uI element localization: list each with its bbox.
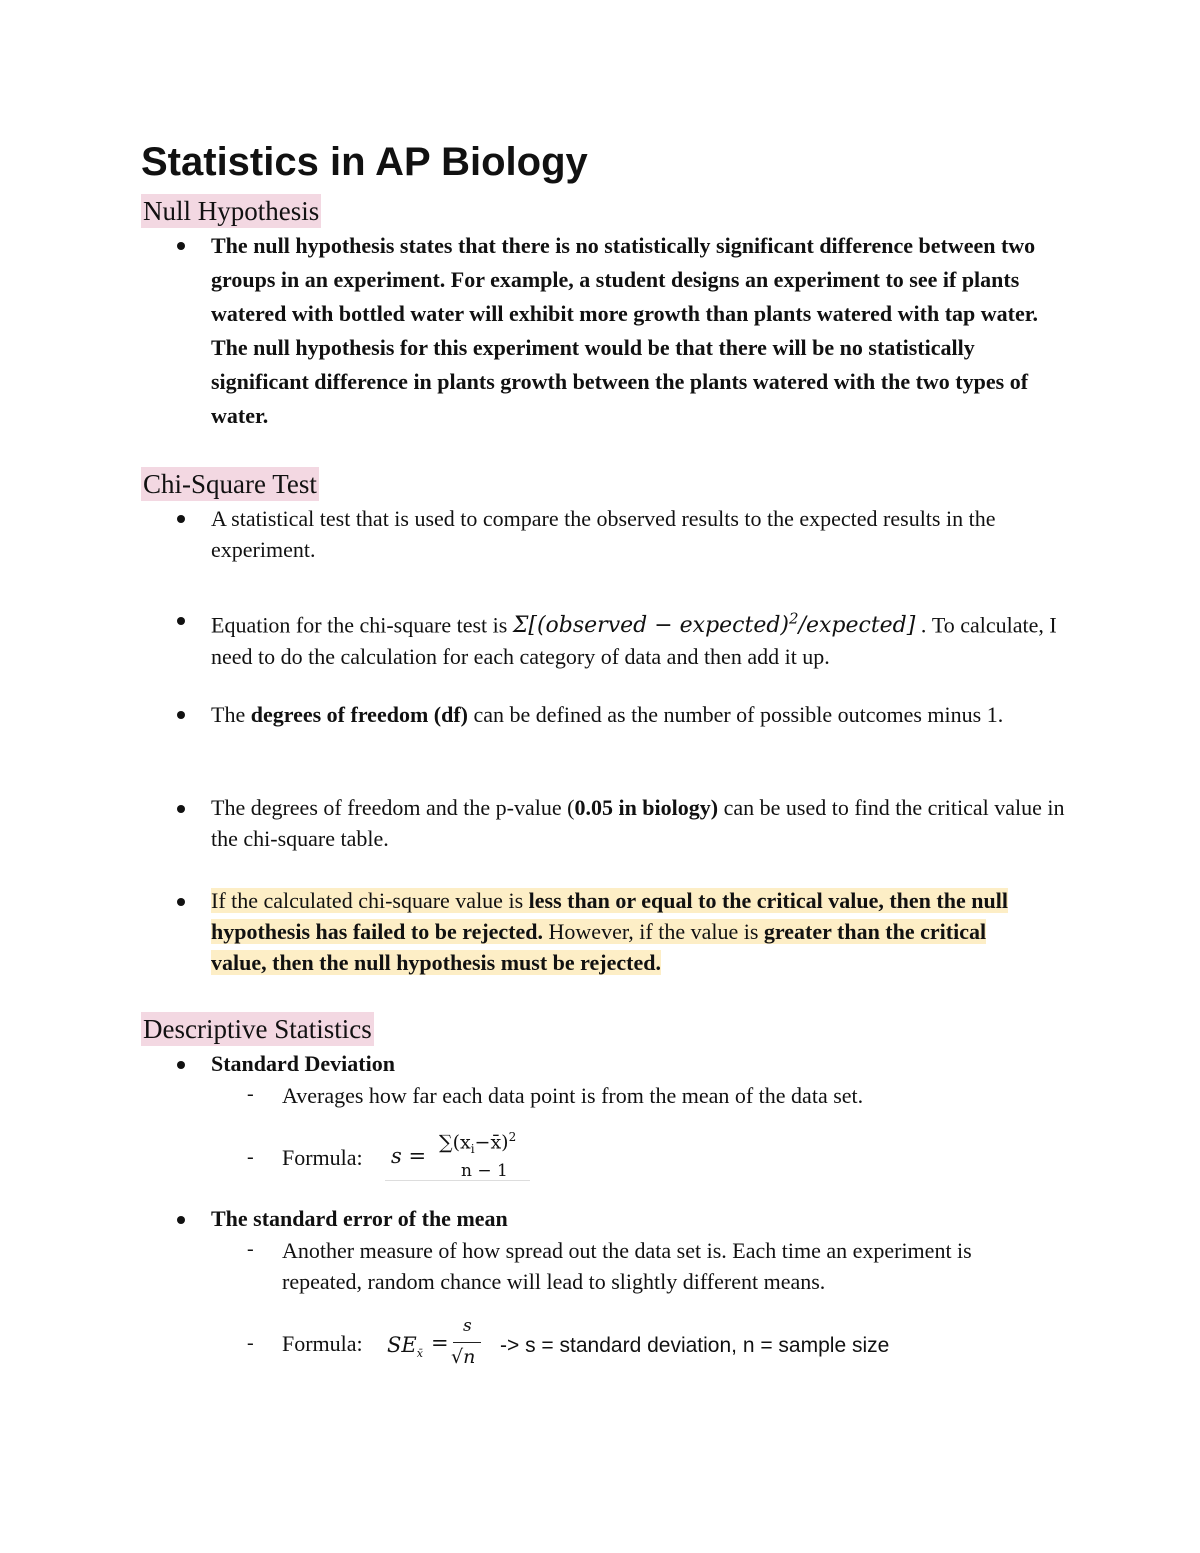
standard-error-description: Another measure of how spread out the data set is. Each time an experiment is repeated, random chance will lead to slightly different means.: [282, 1238, 972, 1294]
formula-numerator: [439, 1130, 516, 1156]
text-run: The: [211, 702, 251, 727]
chi-bullet-degrees-of-freedom: [211, 699, 1071, 730]
standard-error-formula-label: Formula:: [282, 1331, 363, 1356]
heading-descriptive-statistics: Descriptive Statistics: [143, 1014, 372, 1044]
standard-deviation-title: Standard Deviation: [211, 1051, 395, 1076]
chi-bullet-decision-rule: [211, 885, 1041, 978]
text-run: The degrees of freedom and the p-value (: [211, 795, 575, 820]
term-p-value: 0.05 in biology): [574, 795, 719, 820]
dash-marker: -: [247, 1332, 254, 1354]
formula-underline: [385, 1180, 530, 1181]
formula-lhs: s =: [391, 1144, 427, 1168]
text-run: states that there is no statistically significant difference between two groups in an experiment. For example, a student designs an experiment to see if plants watered with bottled water will exhibit more growth than plants watered with tap water. The null hypothesis for this experiment would be that there will be no statistically significant difference in plants growth between the plants watered with the two types of water.: [211, 233, 1038, 428]
dash-marker: -: [247, 1238, 254, 1260]
formula-lhs: [387, 1333, 423, 1360]
chi-bullet-p-value: [211, 792, 1071, 854]
text-run: Equation for the chi-square test is: [211, 612, 513, 638]
text-run: The: [211, 233, 254, 258]
chi-square-equation: [512, 610, 916, 639]
standard-error-formula: [385, 1318, 495, 1378]
lhs-subscript: x̄: [416, 1347, 423, 1361]
bullet-dot: [177, 898, 185, 906]
fraction-bar: [453, 1342, 481, 1343]
term-null-hypothesis: null hypothesis: [253, 233, 395, 258]
standard-deviation-formula: [385, 1128, 530, 1184]
formula-numerator: s: [463, 1316, 472, 1336]
text-run: can be defined as the number of possible outcomes minus 1.: [468, 702, 1004, 727]
heading-chi-square-test: Chi-Square Test: [143, 469, 317, 499]
term-degrees-of-freedom: degrees of freedom (df): [250, 702, 468, 727]
null-hypothesis-paragraph: [211, 229, 1066, 433]
equation-part: /expected]: [798, 613, 916, 639]
formula-denominator: n − 1: [461, 1161, 508, 1181]
bullet-dot: [177, 805, 185, 813]
rule-fail-to-reject: less than or equal to the critical value, then the null hypothesis has failed to be rejected.: [211, 888, 1008, 944]
text-run: If the calculated chi-square value is: [211, 888, 529, 913]
standard-deviation-description: Averages how far each data point is from the mean of the data set.: [282, 1083, 864, 1108]
rule-reject: greater than the critical value, then the null hypothesis must be rejected.: [211, 919, 987, 975]
bullet-dot: [177, 1061, 185, 1069]
numerator-part: ∑(x: [439, 1131, 471, 1154]
dash-marker: -: [247, 1083, 254, 1105]
text-run: can be used to find the critical value in the chi-square table.: [211, 795, 1065, 851]
page-title: Statistics in AP Biology: [141, 140, 588, 184]
bullet-dot: [177, 1216, 185, 1224]
heading-null-hypothesis: Null Hypothesis: [143, 196, 320, 226]
bullet-dot: [177, 711, 185, 719]
chi-bullet-equation: [211, 604, 1071, 672]
standard-deviation-formula-label: Formula:: [282, 1145, 363, 1170]
lhs-symbol: SE: [387, 1333, 417, 1357]
bullet-dot: [177, 617, 185, 625]
numerator-part: −x̄): [474, 1131, 509, 1154]
numerator-subscript: i: [470, 1142, 475, 1157]
bullet-dot: [177, 515, 185, 523]
text-run: However, if the value is: [543, 919, 764, 944]
formula-equals: =: [431, 1331, 449, 1355]
standard-error-note: -> s = standard deviation, n = sample size: [500, 1334, 890, 1357]
equation-part: Σ[(observed − expected): [512, 613, 790, 639]
numerator-exponent: 2: [508, 1130, 517, 1144]
bullet-dot: [177, 242, 185, 250]
standard-error-title: The standard error of the mean: [211, 1206, 508, 1231]
formula-denominator: √n: [451, 1346, 476, 1368]
equation-exponent: 2: [789, 610, 799, 628]
chi-bullet-definition: A statistical test that is used to compare the observed results to the expected results in the experiment.: [211, 506, 996, 562]
text-run: . To calculate, I need to do the calculation for each category of data and then add it up.: [211, 612, 1057, 670]
dash-marker: -: [247, 1146, 254, 1168]
